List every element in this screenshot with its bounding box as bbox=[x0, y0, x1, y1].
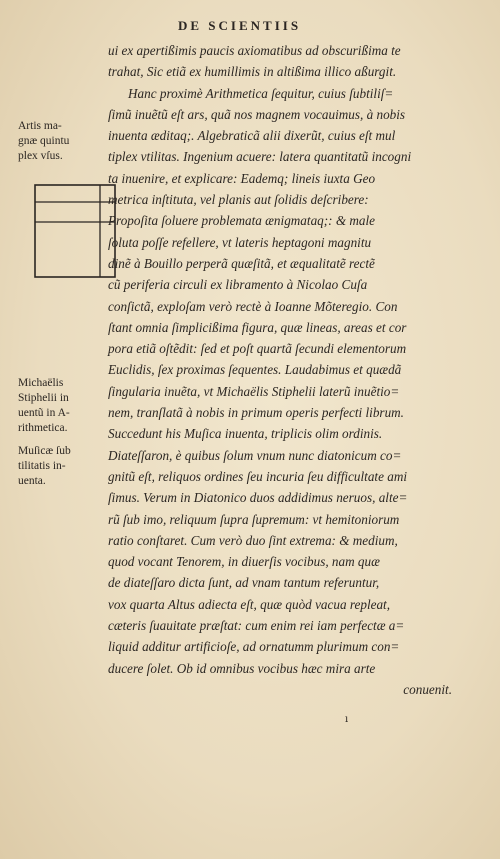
text-line: nem, tranſlatã à nobis in primum operis perfecti librum. bbox=[108, 405, 404, 421]
text-line: ta inuenire, et explicare: Eademq; lineis iuxta Geo bbox=[108, 170, 376, 186]
text-line: conſictã, exploſam verò rectè à Ioanne Mõteregio. Con bbox=[108, 298, 398, 314]
margin-line: uenta. bbox=[18, 475, 46, 487]
margin-line: plex vſus. bbox=[18, 150, 63, 162]
text-line: conuenit. bbox=[403, 681, 452, 697]
text-line: ſimũ inuẽtũ eſt ars, quã nos magnem vocauimus, à nobis bbox=[108, 106, 406, 122]
text-line: pora etiã oſtẽdit: ſed et poſt quartã ſecundi elementorum bbox=[108, 341, 407, 357]
text-line: ui ex apertißimis paucis axiomatibus ad obscurißima te bbox=[108, 43, 401, 58]
text-line: trahat, Sic etiã ex humillimis in altißima illico aßurgit. bbox=[108, 64, 397, 80]
margin-line: Artis ma- bbox=[18, 120, 62, 132]
text-line: Diateſſaron, è quibus ſolum vnum nunc diatonicum co= bbox=[108, 447, 402, 463]
geometric-diagram bbox=[34, 184, 118, 280]
marginal-note-musica bbox=[18, 444, 71, 489]
text-line: liquid additur artificioſe, ad ornatumm plurimum con= bbox=[108, 639, 400, 655]
text-line: Succedunt his Muſica inuenta, triplicis olim ordinis. bbox=[108, 426, 383, 442]
main-text-block bbox=[108, 40, 460, 700]
margin-line: tilitatis in- bbox=[18, 460, 66, 472]
text-line: de diateſſaro dicta ſunt, ad vnam tantum referuntur, bbox=[108, 575, 380, 591]
page-mark: ı bbox=[345, 714, 349, 725]
text-line: dinẽ à Bouillo perperã quæſitã, et æqualitatẽ rectẽ bbox=[108, 255, 375, 271]
text-line: ſoluta poſſe refellere, vt lateris heptagoni magnitu bbox=[108, 234, 372, 250]
text-line: cũ periferia circuli ex libramento à Nicolao Cuſa bbox=[108, 277, 368, 293]
margin-line: Michaëlis bbox=[18, 377, 64, 389]
text-line: rũ ſub imo, reliquum ſupra ſupremum: vt hemitoniorum bbox=[108, 511, 400, 527]
marginal-note-stiphelius bbox=[18, 376, 70, 436]
text-line: quod vocant Tenorem, in diuerſis vocibus, nam quæ bbox=[108, 554, 380, 570]
text-line: Euclidis, ſex proximas ſequentes. Laudabimus et quædã bbox=[108, 362, 402, 378]
text-line: metrica inſtituta, vel planis aut ſolidis deſcribere: bbox=[108, 192, 369, 208]
text-line: Propoſita ſoluere problemata ænigmataq;: & male bbox=[108, 213, 376, 229]
margin-line: Muſicæ ſub bbox=[18, 445, 71, 457]
diagram-outer-rect bbox=[35, 185, 115, 277]
text-line: ſingularia inuẽta, vt Michaëlis Stiphelii laterũ inuẽtio= bbox=[108, 383, 400, 399]
text-line: cæteris ſuauitate præſtat: cum enim rei iam perfectæ a= bbox=[108, 618, 405, 634]
text-line: gnitũ eſt, reliquos ordines ſeu incuria ſeu difficultate ami bbox=[108, 468, 408, 484]
margin-line: uentũ in A- bbox=[18, 407, 70, 419]
text-line: inuenta æditaq;. Algebraticã alii dixerũt, cuius eſt mul bbox=[108, 128, 396, 144]
margin-line: Stiphelii in bbox=[18, 392, 69, 404]
margin-line: rithmetica. bbox=[18, 422, 68, 434]
marginal-note-ars-magna bbox=[18, 119, 69, 164]
running-header: DE SCIENTIIS bbox=[178, 18, 302, 33]
text-line: ducere ſolet. Ob id omnibus vocibus hæc mira arte bbox=[108, 660, 376, 676]
margin-line: gnæ quintu bbox=[18, 135, 70, 147]
text-line: vox quarta Altus adiecta eſt, quæ quòd vacua repleat, bbox=[108, 596, 391, 612]
text-line: ſimus. Verum in Diatonico duos addidimus neruos, alte= bbox=[108, 490, 408, 506]
text-line: ratio conſtaret. Cum verò duo ſint extrema: & medium, bbox=[108, 532, 398, 548]
text-line: tiplex vtilitas. Ingenium acuere: latera quantitatũ incogni bbox=[108, 149, 412, 165]
text-line: Hanc proximè Arithmetica ſequitur, cuius ſubtiliſ= bbox=[128, 85, 394, 101]
text-line: ſtant omnia ſimplicißima figura, quæ lineas, areas et cor bbox=[108, 319, 407, 335]
